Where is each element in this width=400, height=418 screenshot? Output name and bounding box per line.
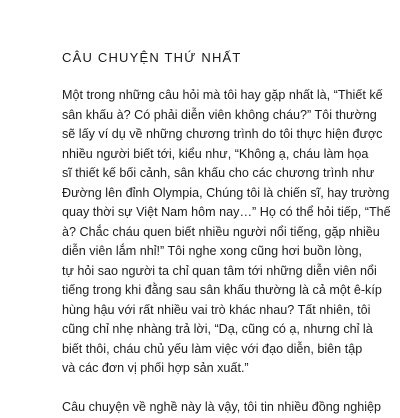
text-line: hùng hậu với rất nhiều vai trò khác nhau? Tất nhiên, tôi (62, 302, 371, 317)
body-text (62, 86, 391, 418)
text-line: Câu chuyện về nghề này là vậy, tôi tin nhiều đồng nghiệp (62, 400, 382, 414)
text-line: Đường lên đỉnh Olympia, Chúng tôi là chiến sĩ, hay trường (62, 185, 390, 200)
text-line: nhiều người biết tới, kiểu như, “Không ạ, cháu làm họa (62, 146, 369, 161)
text-line: và các đơn vị phối hợp sản xuất.” (62, 361, 249, 375)
text-line: à? Chắc cháu quen biết nhiều người nổi tiếng, gặp nhiều (62, 224, 380, 239)
text-line: cũng chỉ nhẹ nhàng trả lời, “Dạ, cũng có ạ, nhưng chỉ là (62, 322, 373, 336)
chapter-heading: CÂU CHUYỆN THỨ NHẤT (62, 50, 242, 65)
text-line: diễn viên lắm nhỉ!” Tôi nghe xong cũng hơi buồn lòng, (62, 244, 362, 258)
text-line: Một trong những câu hỏi mà tôi hay gặp nhất là, “Thiết kế (62, 88, 383, 102)
text-line: tự hỏi sao người ta chỉ quan tâm tới những diễn viên nổi (62, 263, 377, 278)
paragraph-gap (62, 379, 362, 399)
paragraph-2 (62, 398, 382, 418)
text-line: sân khấu à? Có phải diễn viên không cháu?” Tôi thường (62, 107, 377, 122)
paragraph-1 (62, 86, 391, 379)
text-line: biết thôi, cháu chủ yếu làm việc với đạo diễn, biên tập (62, 341, 363, 356)
text-line: sĩ thiết kế bối cảnh, sân khấu cho các chương trình như (62, 166, 375, 180)
text-line: tiếng trong khi đằng sau sân khấu thường là cả một ê-kíp (62, 283, 382, 297)
text-line: sẽ lấy ví dụ về những chương trình do tôi thực hiện được (62, 127, 383, 141)
text-line: quay thời sự Việt Nam hôm nay…” Họ có thể hỏi tiếp, “Thế (62, 205, 391, 219)
